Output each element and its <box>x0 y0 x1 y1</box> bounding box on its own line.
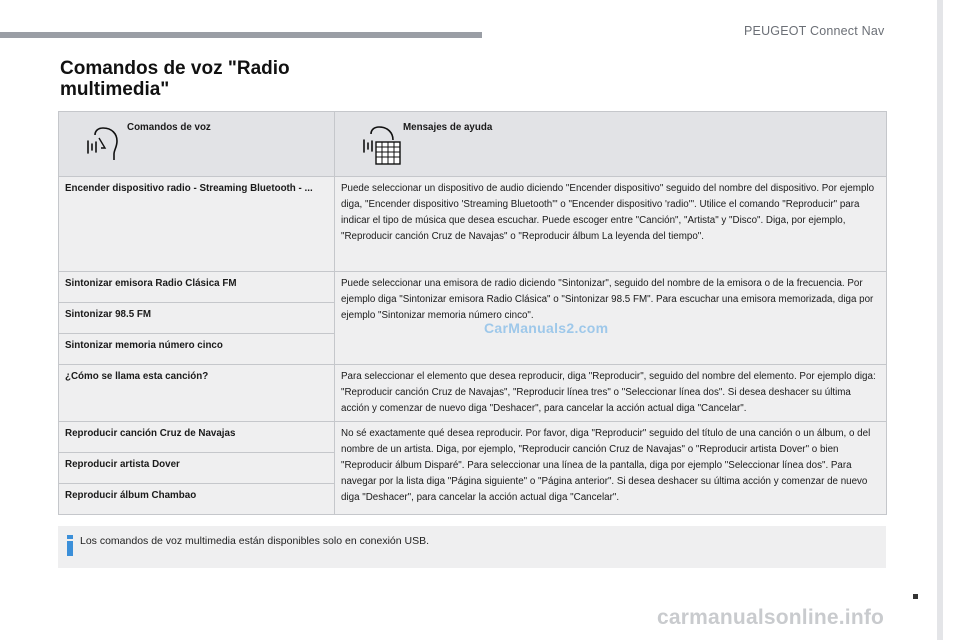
table-row <box>59 177 887 272</box>
top-decorative-bar <box>0 32 482 38</box>
right-edge-rule <box>937 0 943 640</box>
help-message-icon <box>359 124 403 168</box>
page-end-marker <box>913 594 918 599</box>
command-cell: Sintonizar memoria número cinco <box>59 334 335 365</box>
command-cell: Encender dispositivo radio - Streaming Bluetooth - ... <box>59 177 335 272</box>
col-header-help-label: Mensajes de ayuda <box>403 122 493 133</box>
info-note-text: Los comandos de voz multimedia están disponibles solo en conexión USB. <box>80 535 430 547</box>
voice-commands-table <box>58 111 887 515</box>
command-cell: Reproducir álbum Chambao <box>59 484 335 515</box>
help-cell: Puede seleccionar una emisora de radio diciendo "Sintonizar", seguido del nombre de la emisora o de la frecuencia. Por ejemplo diga "Sintonizar emisora Radio Clásica" o "Sintonizar 98.5 FM". Para escuchar una emisora memorizada, diga por ejemplo "Sintonizar memoria número cinco". <box>335 272 887 365</box>
page-title: Comandos de voz "Radio multimedia" <box>60 58 290 100</box>
table-row <box>59 422 887 453</box>
voice-command-icon <box>83 124 121 164</box>
col-header-help <box>335 112 887 177</box>
info-icon <box>67 535 73 557</box>
command-cell: Reproducir artista Dover <box>59 453 335 484</box>
col-header-commands-label: Comandos de voz <box>127 122 211 133</box>
command-cell: Sintonizar emisora Radio Clásica FM <box>59 272 335 303</box>
table-row <box>59 365 887 422</box>
col-header-commands <box>59 112 335 177</box>
table-row <box>59 272 887 303</box>
brand-label: PEUGEOT Connect Nav <box>744 24 885 38</box>
command-cell: Reproducir canción Cruz de Navajas <box>59 422 335 453</box>
command-cell: ¿Cómo se llama esta canción? <box>59 365 335 422</box>
help-cell: No sé exactamente qué desea reproducir. Por favor, diga "Reproducir" seguido del título de una canción o un álbum, o del nombre de un artista. Diga, por ejemplo, "Reproducir canción Cruz de Navajas" o "Reproducir artista Dover" o bien "Reproducir álbum Disparé". Para seleccionar una línea de la pantalla, diga por ejemplo "Seleccionar línea dos". Para navegar por la lista diga "Página siguiente" o "Página anterior". Si desea deshacer su última acción y comenzar de nuevo diga "Deshacer", para cancelar la acción actual diga "Cancelar". <box>335 422 887 515</box>
table-header-row <box>59 112 887 177</box>
command-cell: Sintonizar 98.5 FM <box>59 303 335 334</box>
help-cell: Puede seleccionar un dispositivo de audio diciendo "Encender dispositivo" seguido del nombre del dispositivo. Por ejemplo diga, "Encender dispositivo 'Streaming Bluetooth'" o "Encender dispositivo 'radio'". Utilice el comando "Reproducir" para indicar el tipo de música que desea escuchar. Puede escoger entre "Canción", "Artista" y "Disco". Diga, por ejemplo, "Reproducir canción Cruz de Navajas" o "Reproducir álbum La leyenda del tiempo". <box>335 177 887 272</box>
info-note <box>58 526 886 568</box>
watermark-footer: carmanualsonline.info <box>657 606 885 629</box>
help-cell: Para seleccionar el elemento que desea reproducir, diga "Reproducir", seguido del nombre del elemento. Por ejemplo diga: "Reproducir canción Cruz de Navajas", "Reproducir línea tres" o "Seleccionar línea dos". Si desea deshacer su última acción y comenzar de nuevo diga "Deshacer", para cancelar la acción actual diga "Cancelar". <box>335 365 887 422</box>
watermark-inline: CarManuals2.com <box>484 320 609 336</box>
